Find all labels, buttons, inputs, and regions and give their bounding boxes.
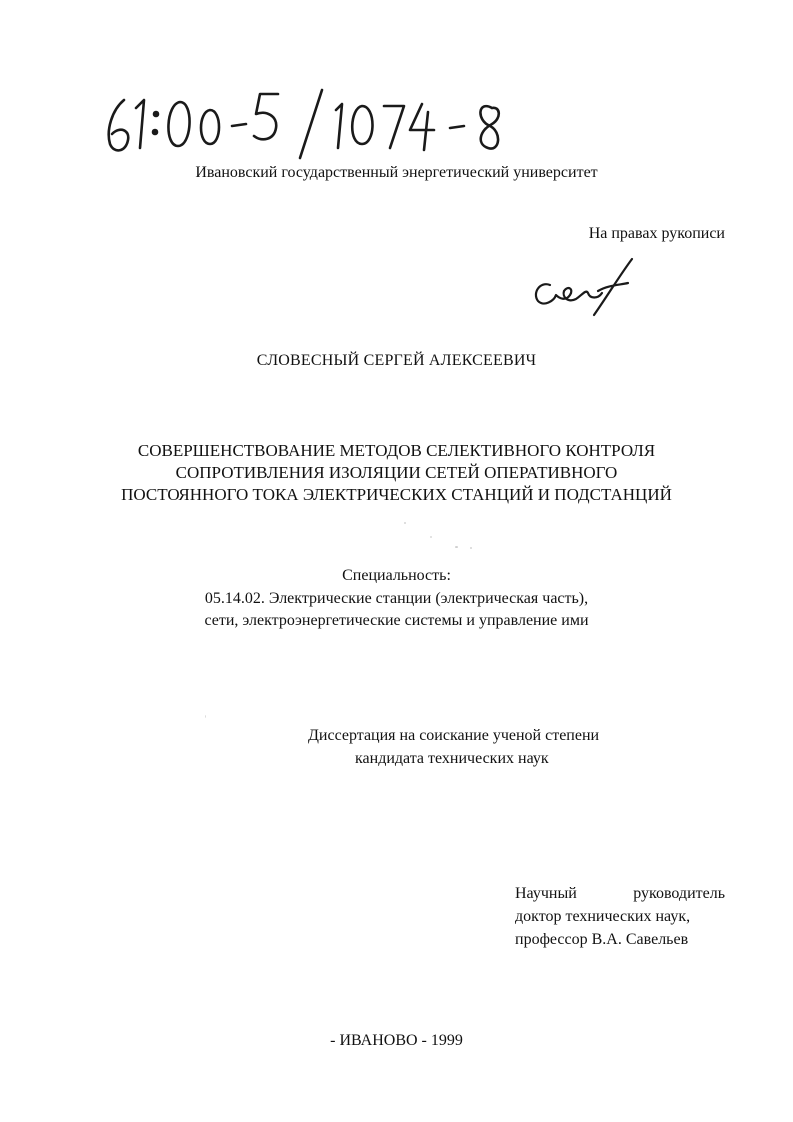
scan-speck <box>205 715 206 718</box>
handwritten-archive-code <box>100 86 520 166</box>
scan-speck <box>430 536 432 538</box>
specialty-code-line: 05.14.02. Электрические станции (электрическая часть), <box>204 590 589 607</box>
scan-speck <box>470 547 472 549</box>
scan-speck <box>455 546 458 548</box>
supervisor-role <box>515 882 725 905</box>
supervisor-role-word: Научный <box>515 885 577 902</box>
scan-speck <box>404 522 406 524</box>
author-signature <box>528 255 638 317</box>
supervisor-role-word: руководитель <box>633 885 725 902</box>
thesis-title-line: СОПРОТИВЛЕНИЯ ИЗОЛЯЦИИ СЕТЕЙ ОПЕРАТИВНОГО <box>175 463 618 482</box>
supervisor-name: профессор В.А. Савельев <box>515 931 689 948</box>
degree-name: кандидата технических наук <box>355 750 549 767</box>
degree-statement: Диссертация на соискание ученой степени <box>308 727 600 744</box>
university-name: Ивановский государственный энергетический университет <box>195 164 598 181</box>
city-year: - ИВАНОВО - 1999 <box>330 1032 463 1049</box>
supervisor-degree: доктор технических наук, <box>515 908 691 925</box>
thesis-title-line: СОВЕРШЕНСТВОВАНИЕ МЕТОДОВ СЕЛЕКТИВНОГО КОНТРОЛЯ <box>137 441 656 460</box>
rights-note: На правах рукописи <box>588 225 725 242</box>
supervisor-block <box>515 882 725 951</box>
author-name: СЛОВЕСНЫЙ СЕРГЕЙ АЛЕКСЕЕВИЧ <box>256 352 537 369</box>
thesis-title-line: ПОСТОЯННОГО ТОКА ЭЛЕКТРИЧЕСКИХ СТАНЦИЙ И ПОДСТАНЦИЙ <box>121 485 672 504</box>
specialty-description-line: сети, электроэнергетические системы и управление ими <box>204 612 589 629</box>
thesis-title <box>90 440 703 506</box>
specialty-label: Специальность: <box>342 567 451 584</box>
